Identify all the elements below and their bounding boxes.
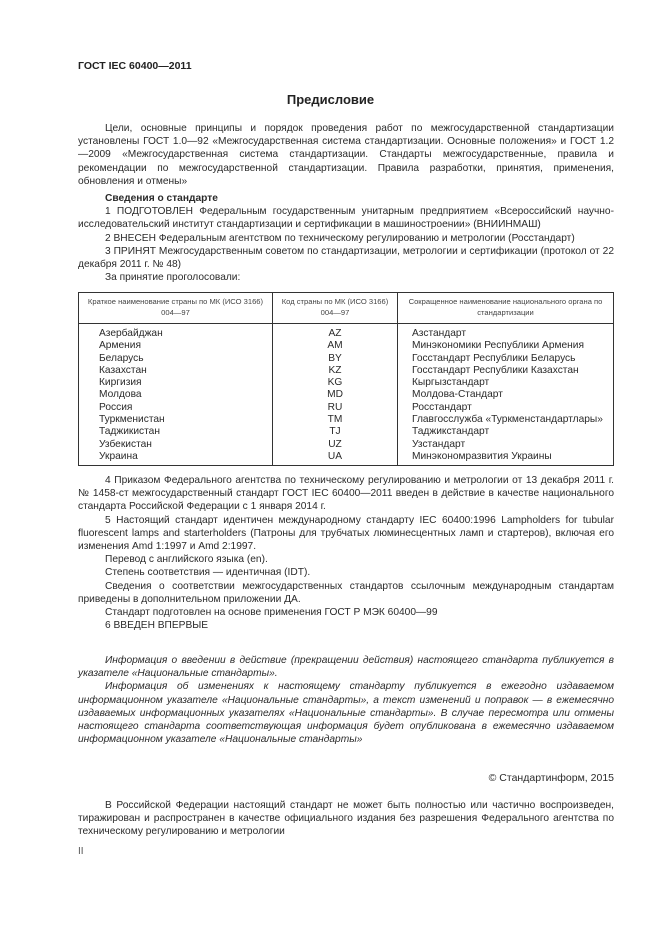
code-cell: KZ — [273, 365, 398, 377]
voting-countries-table — [78, 292, 614, 466]
table-row — [79, 439, 614, 451]
table-row — [79, 377, 614, 389]
country-cell: Армения — [79, 340, 273, 352]
code-cell: UZ — [273, 439, 398, 451]
org-cell: Молдова-Стандарт — [398, 389, 614, 401]
info-item-6: 6 ВВЕДЕН ВПЕРВЫЕ — [105, 620, 209, 632]
table-row — [79, 353, 614, 365]
info-item-1: 1 ПОДГОТОВЛЕН Федеральным государственным унитарным предприятием «Всероссийский научно-исследовательский институт стандартизации и сертификации в машиностроении» (ВНИИНМАШ) — [78, 206, 614, 231]
code-cell: RU — [273, 402, 398, 414]
code-cell: TM — [273, 414, 398, 426]
table-header-row — [79, 293, 614, 324]
reference-info: Сведения о соответствии межгосударственных стандартов ссылочным международным стандартам приведены в дополнительном приложении ДА. — [78, 580, 614, 605]
code-cell: KG — [273, 377, 398, 389]
prepared-basis: Стандарт подготовлен на основе применения ГОСТ Р МЭК 60400—99 — [105, 607, 438, 619]
notice-paragraph-1: Информация о введении в действие (прекращении действия) настоящего стандарта публикуется в указателе «Национальные стандарты». — [78, 655, 614, 680]
country-cell: Россия — [79, 402, 273, 414]
publication-notice — [78, 654, 614, 746]
code-cell: BY — [273, 353, 398, 365]
after-table-section — [78, 474, 614, 632]
section-heading: Сведения о стандарте — [105, 193, 218, 204]
conformity-note: Степень соответствия — идентичная (IDT). — [105, 567, 311, 579]
page-number: II — [78, 846, 84, 857]
column-header-country: Краткое наименование страны по МК (ИСО 3166) 004—97 — [79, 293, 273, 324]
code-cell: TJ — [273, 426, 398, 438]
code-cell: UA — [273, 451, 398, 466]
table-row — [79, 340, 614, 352]
country-cell: Беларусь — [79, 353, 273, 365]
table-row — [79, 324, 614, 341]
standard-info-section — [78, 192, 614, 284]
info-item-5: 5 Настоящий стандарт идентичен международному стандарту IEC 60400:1996 Lampholders for tubular fluorescent lamps and starterholders (Патроны для трубчатых люминесцентных ламп и стартеров), включая его изменения Amd 1:1997 и Amd 2:1997. — [78, 514, 614, 553]
country-cell: Киргизия — [79, 377, 273, 389]
rights-section — [78, 799, 614, 839]
org-cell: Кыргызстандарт — [398, 377, 614, 389]
org-cell: Минэкономики Республики Армения — [398, 340, 614, 352]
intro-section — [78, 122, 614, 188]
intro-paragraph: Цели, основные принципы и порядок проведения работ по межгосударственной стандартизации установлены ГОСТ 1.0—92 «Межгосударственная система стандартизации. Основные положения» и ГОСТ 1.2—2009 «Межгосударственная система стандартизации. Стандарты межгосударственные, правила и рекомендации по межгосударственной стандартизации. Правила разработки, принятия, применения, обновления и отмены» — [78, 123, 614, 187]
document-code: ГОСТ IEC 60400—2011 — [78, 60, 192, 72]
info-item-4: 4 Приказом Федерального агентства по техническому регулированию и метрологии от 13 декабря 2011 г. № 1458-ст межгосударственный стандарт ГОСТ IEC 60400—2011 введен в действие в качестве национального стандарта Российской Федерации с 1 января 2014 г. — [78, 475, 614, 513]
country-cell: Украина — [79, 451, 273, 466]
org-cell: Узстандарт — [398, 439, 614, 451]
org-cell: Госстандарт Республики Казахстан — [398, 365, 614, 377]
info-item-3: 3 ПРИНЯТ Межгосударственным советом по стандартизации, метрологии и сертификации (протокол от 22 декабря 2011 г. № 48) — [78, 245, 614, 271]
table-row — [79, 365, 614, 377]
org-cell: Минэкономразвития Украины — [398, 451, 614, 466]
voted-label: За принятие проголосовали: — [105, 272, 241, 284]
country-cell: Молдова — [79, 389, 273, 401]
column-header-org: Сокращенное наименование национального органа по стандартизации — [398, 293, 614, 324]
copyright-line: © Стандартинформ, 2015 — [488, 772, 614, 784]
page-title: Предисловие — [286, 92, 375, 107]
org-cell: Таджикстандарт — [398, 426, 614, 438]
org-cell: Азстандарт — [398, 324, 614, 341]
org-cell: Госстандарт Республики Беларусь — [398, 353, 614, 365]
country-cell: Узбекистан — [79, 439, 273, 451]
column-header-code: Код страны по МК (ИСО 3166) 004—97 — [273, 293, 398, 324]
notice-paragraph-2: Информация об изменениях к настоящему стандарту публикуется в ежегодно издаваемом информационном указателе «Национальные стандарты», а текст изменений и поправок — в ежемесячно издаваемых информационных указателях «Национальные стандарты». В случае пересмотра или отмены настоящего стандарта соответствующая информация будет опубликована в ежемесячно издаваемом информационном указателе «Национальные стандарты» — [78, 681, 614, 746]
table-row — [79, 389, 614, 401]
country-cell: Азербайджан — [79, 324, 273, 341]
code-cell: AM — [273, 340, 398, 352]
translation-note: Перевод с английского языка (en). — [105, 554, 268, 566]
table-row — [79, 414, 614, 426]
org-cell: Главгосслужба «Туркменстандартлары» — [398, 414, 614, 426]
table-row — [79, 402, 614, 414]
rights-paragraph: В Российской Федерации настоящий стандарт не может быть полностью или частично воспроизведен, тиражирован и распространен в качестве официального издания без разрешения Федерального агентства по техническому регулированию и метрологии — [78, 800, 614, 838]
country-cell: Таджикистан — [79, 426, 273, 438]
table-row — [79, 426, 614, 438]
org-cell: Росстандарт — [398, 402, 614, 414]
table-row — [79, 451, 614, 466]
info-item-2: 2 ВНЕСЕН Федеральным агентством по техническому регулированию и метрологии (Росстандарт) — [105, 232, 575, 244]
code-cell: AZ — [273, 324, 398, 341]
country-cell: Казахстан — [79, 365, 273, 377]
code-cell: MD — [273, 389, 398, 401]
country-cell: Туркменистан — [79, 414, 273, 426]
